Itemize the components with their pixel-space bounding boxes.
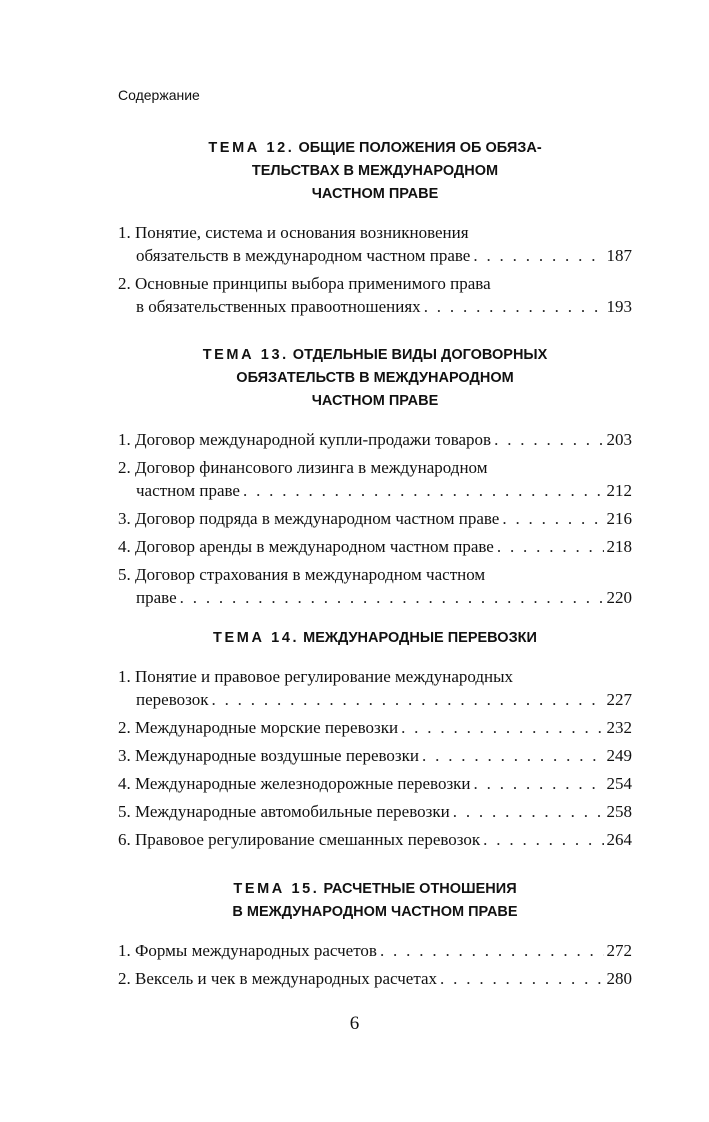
entry-line — [118, 772, 632, 795]
topic-title: ОБЩИЕ ПОЛОЖЕНИЯ ОБ ОБЯЗА- — [298, 140, 542, 156]
section-topic-12 — [118, 137, 632, 323]
entry-title: 3. Международные воздушные перевозки — [118, 746, 419, 765]
entry-title: 5. Международные автомобильные перевозки — [118, 802, 450, 821]
topic-title: ОТДЕЛЬНЫЕ ВИДЫ ДОГОВОРНЫХ — [292, 347, 548, 363]
entry-page-number: 258 — [606, 802, 632, 821]
dot-leader — [473, 244, 603, 267]
toc-entry[interactable] — [118, 772, 632, 795]
entry-page-number: 272 — [606, 941, 632, 960]
toc-entry[interactable] — [118, 828, 632, 851]
entry-line — [118, 563, 632, 586]
entry-page-number: 216 — [606, 509, 632, 528]
toc-entry[interactable] — [118, 456, 632, 502]
topic-number: ТЕМА 12. — [208, 140, 295, 156]
topic-heading — [118, 137, 632, 206]
entry-line — [118, 507, 632, 530]
dot-leader — [424, 295, 604, 318]
dot-leader — [401, 716, 603, 739]
entry-title: перевозок — [136, 690, 209, 709]
dot-leader — [380, 939, 604, 962]
entry-line — [118, 716, 632, 739]
entry-line — [118, 800, 632, 823]
entry-page-number: 203 — [606, 430, 632, 449]
entry-title: частном праве — [136, 481, 240, 500]
heading-line — [118, 183, 632, 206]
entry-line — [118, 665, 632, 688]
entry-title: 1. Формы международных расчетов — [118, 941, 377, 960]
dot-leader — [440, 967, 603, 990]
dot-leader — [494, 428, 603, 451]
entry-title: 1. Понятие и правовое регулирование международных — [118, 667, 514, 686]
topic-number: ТЕМА 15. — [233, 881, 320, 897]
page-number: 6 — [349, 1013, 360, 1034]
entry-page-number: 264 — [606, 830, 632, 849]
heading-line — [118, 901, 632, 924]
entry-line — [118, 967, 632, 990]
entry-title: 5. Договор страхования в международном частном — [118, 565, 486, 584]
dot-leader — [474, 772, 604, 795]
heading-line — [118, 367, 632, 390]
section-topic-13 — [118, 344, 632, 614]
dot-leader — [422, 744, 604, 767]
entry-line — [118, 479, 632, 502]
topic-number: ТЕМА 13. — [202, 347, 289, 363]
heading-line — [118, 160, 632, 183]
dot-leader — [497, 535, 604, 558]
entry-line — [118, 939, 632, 962]
toc-entry[interactable] — [118, 563, 632, 609]
dot-leader — [502, 507, 603, 530]
toc-entry[interactable] — [118, 967, 632, 990]
dot-leader — [180, 586, 604, 609]
entry-line — [118, 295, 632, 318]
entry-title: 4. Международные железнодорожные перевозки — [118, 774, 471, 793]
entry-title: 4. Договор аренды в международном частном праве — [118, 537, 494, 556]
toc-entry[interactable] — [118, 744, 632, 767]
entry-title: 3. Договор подряда в международном частном праве — [118, 509, 500, 528]
entry-page-number: 249 — [606, 746, 632, 765]
entry-page-number: 227 — [606, 690, 632, 709]
entry-title: в обязательственных правоотношениях — [136, 297, 421, 316]
entry-page-number: 254 — [606, 774, 632, 793]
toc-entry[interactable] — [118, 939, 632, 962]
dot-leader — [483, 828, 603, 851]
entry-line — [118, 535, 632, 558]
entry-page-number: 232 — [606, 718, 632, 737]
heading-line — [118, 878, 632, 901]
entry-line — [118, 828, 632, 851]
entry-line — [118, 221, 632, 244]
heading-line — [118, 390, 632, 413]
entry-page-number: 193 — [606, 297, 632, 316]
entry-line — [118, 586, 632, 609]
entry-title: 2. Договор финансового лизинга в международном — [118, 458, 488, 477]
entry-title: 2. Международные морские перевозки — [118, 718, 399, 737]
entry-line — [118, 688, 632, 711]
entry-title: праве — [136, 588, 177, 607]
entry-line — [118, 456, 632, 479]
toc-entry[interactable] — [118, 535, 632, 558]
topic-title: ЧАСТНОМ ПРАВЕ — [311, 393, 439, 409]
entry-page-number: 212 — [606, 481, 632, 500]
toc-entry[interactable] — [118, 272, 632, 318]
entry-title: 1. Договор международной купли-продажи товаров — [118, 430, 492, 449]
entry-title: 2. Основные принципы выбора применимого права — [118, 274, 491, 293]
dot-leader — [211, 688, 603, 711]
section-topic-15 — [118, 878, 632, 995]
entry-title: 1. Понятие, система и основания возникновения — [118, 223, 469, 242]
toc-entry[interactable] — [118, 221, 632, 267]
toc-entry[interactable] — [118, 716, 632, 739]
entry-title: 2. Вексель и чек в международных расчетах — [118, 969, 438, 988]
entry-line — [118, 244, 632, 267]
entry-line — [118, 428, 632, 451]
topic-title: ТЕЛЬСТВАХ В МЕЖДУНАРОДНОМ — [251, 163, 499, 179]
dot-leader — [243, 479, 604, 502]
heading-line — [118, 627, 632, 650]
topic-number: ТЕМА 14. — [213, 630, 300, 646]
entry-title: обязательств в международном частном праве — [136, 246, 471, 265]
heading-line — [118, 344, 632, 367]
entry-line — [118, 272, 632, 295]
topic-heading — [118, 627, 632, 650]
toc-entry[interactable] — [118, 665, 632, 711]
topic-title: ОБЯЗАТЕЛЬСТВ В МЕЖДУНАРОДНОМ — [236, 370, 514, 386]
toc-entry[interactable] — [118, 800, 632, 823]
entry-page-number: 187 — [606, 246, 632, 265]
topic-heading — [118, 344, 632, 413]
topic-title: МЕЖДУНАРОДНЫЕ ПЕРЕВОЗКИ — [303, 630, 537, 646]
dot-leader — [453, 800, 604, 823]
running-head: Содержание — [118, 87, 200, 103]
toc-entry[interactable] — [118, 507, 632, 530]
section-topic-14 — [118, 627, 632, 856]
entry-page-number: 280 — [606, 969, 632, 988]
toc-entry[interactable] — [118, 428, 632, 451]
topic-heading — [118, 878, 632, 924]
topic-title: РАСЧЕТНЫЕ ОТНОШЕНИЯ — [323, 881, 517, 897]
topic-title: В МЕЖДУНАРОДНОМ ЧАСТНОМ ПРАВЕ — [232, 904, 518, 920]
entry-line — [118, 744, 632, 767]
heading-line — [118, 137, 632, 160]
topic-title: ЧАСТНОМ ПРАВЕ — [311, 186, 439, 202]
entry-page-number: 218 — [606, 537, 632, 556]
entry-title: 6. Правовое регулирование смешанных перевозок — [118, 830, 481, 849]
entry-page-number: 220 — [606, 588, 632, 607]
